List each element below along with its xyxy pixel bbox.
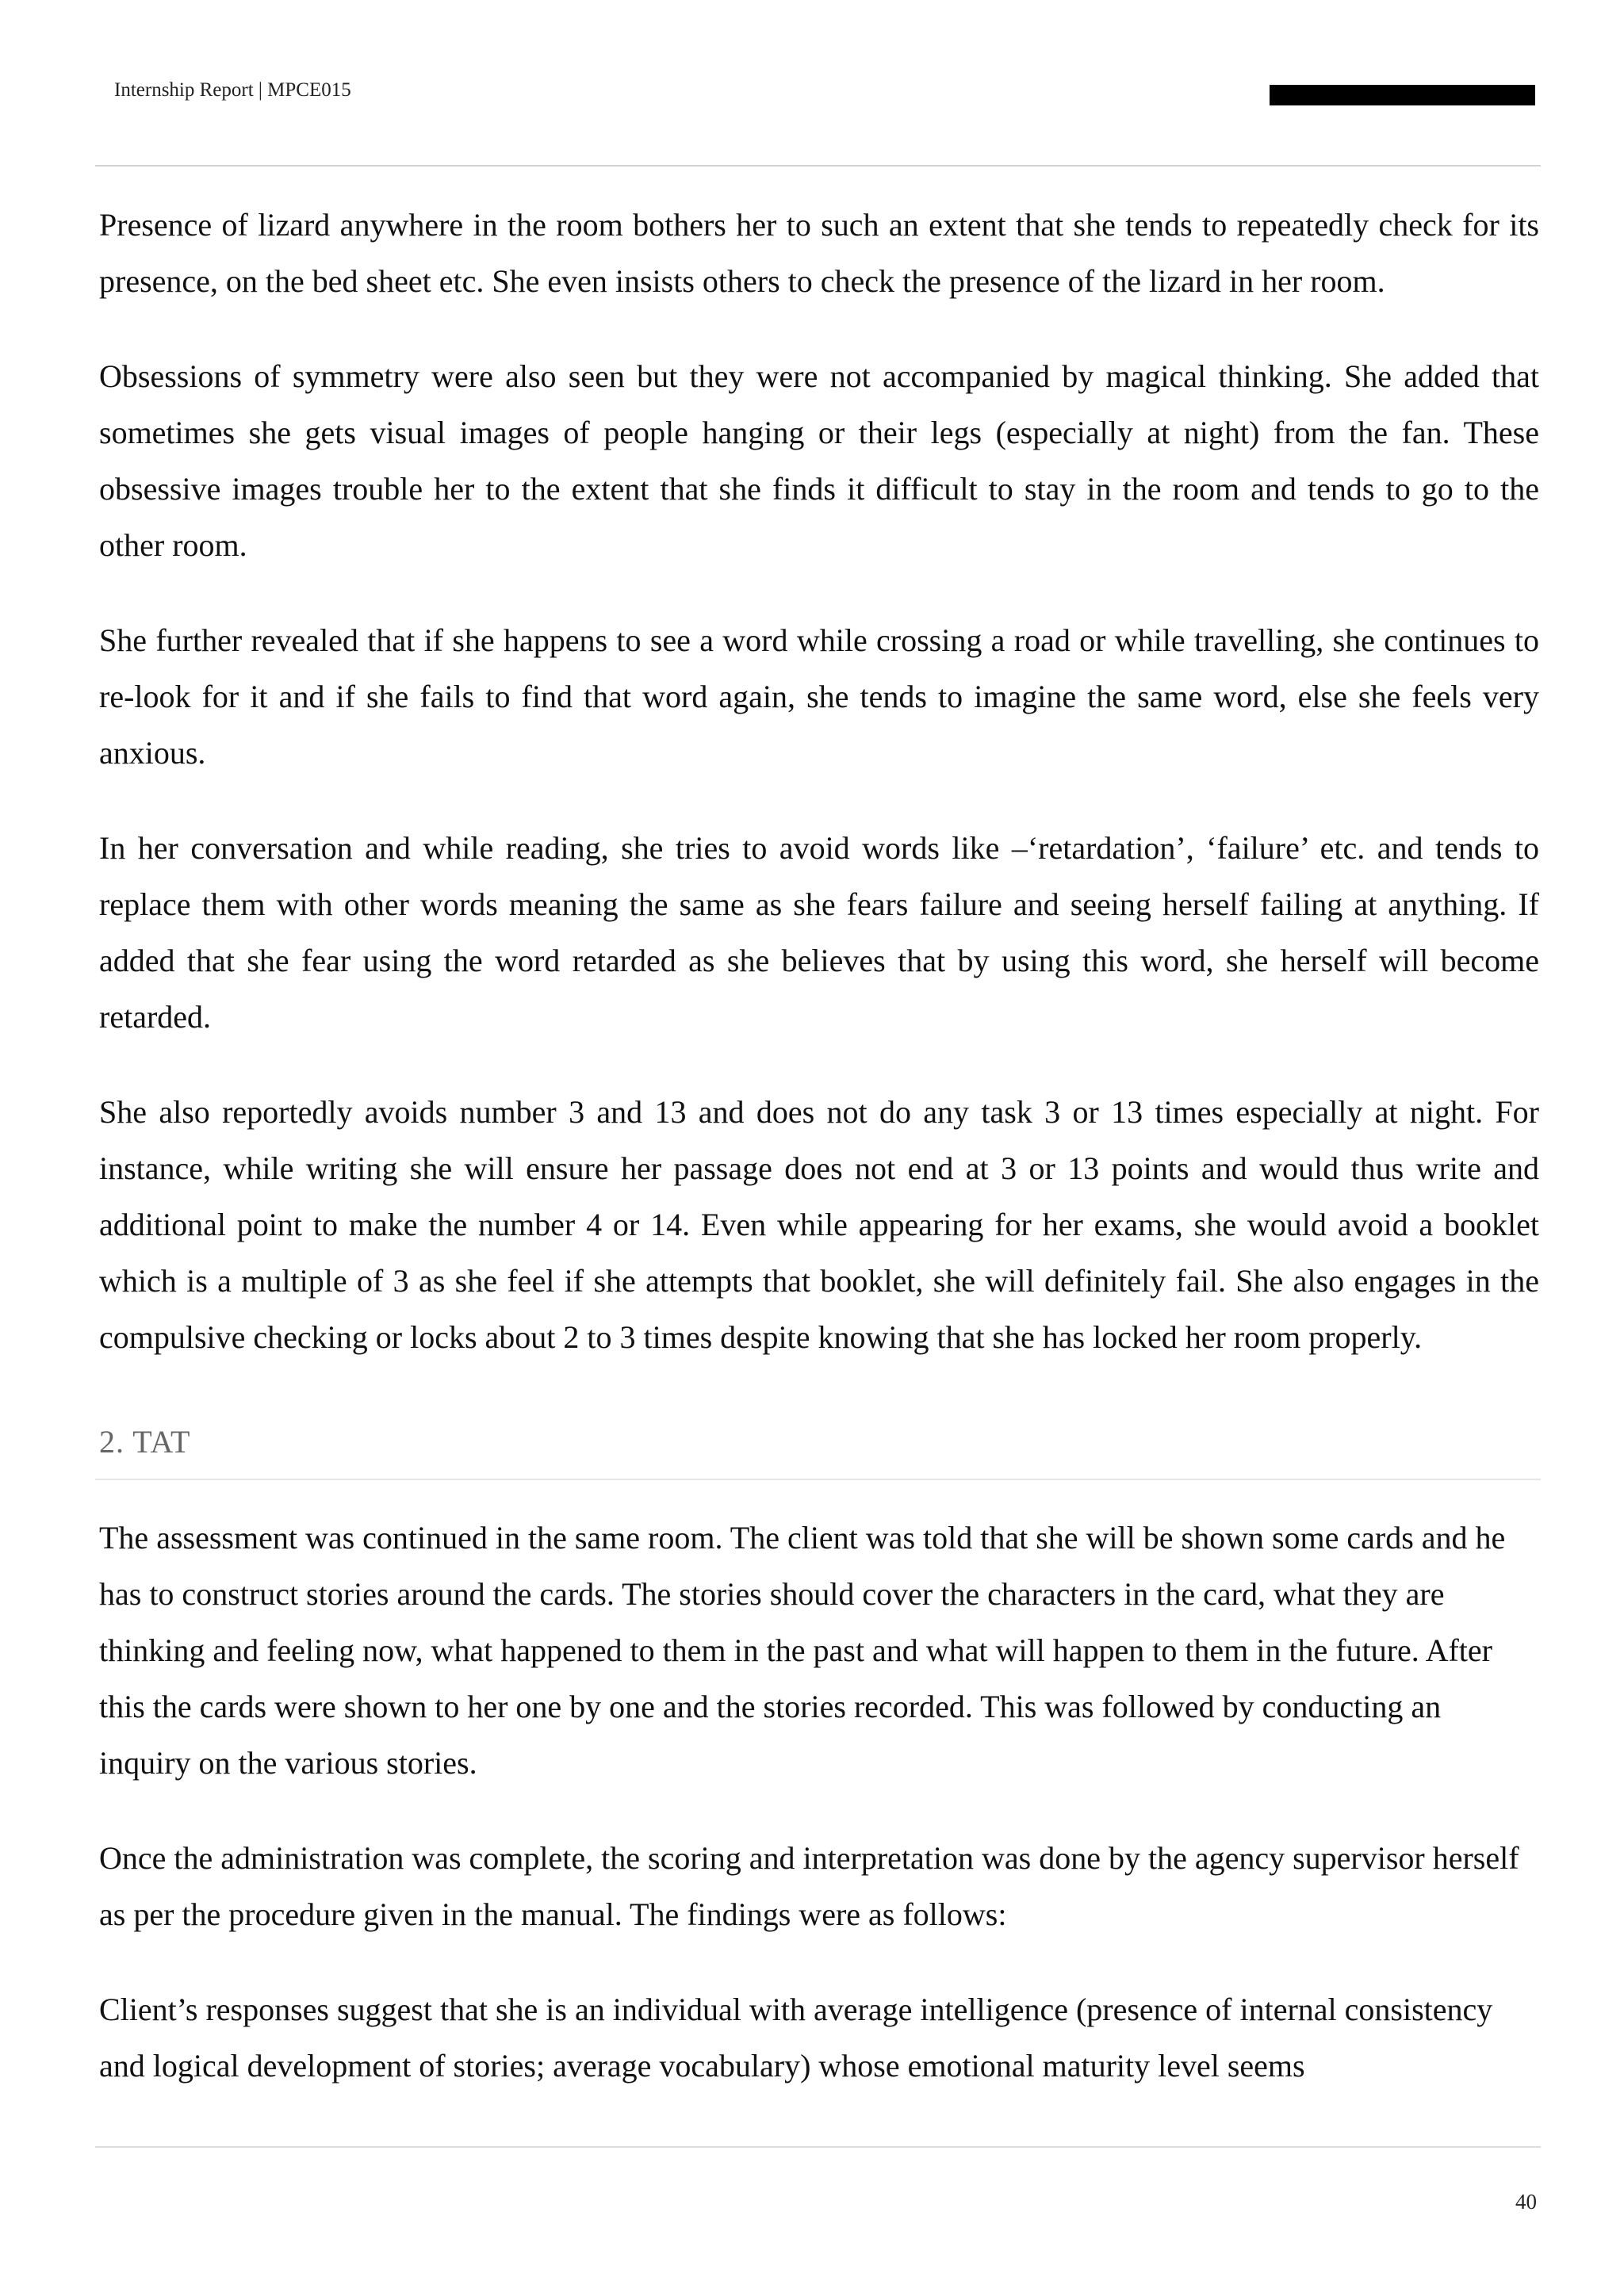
paragraph-tat-scoring: Once the administration was complete, the scoring and interpretation was done by the agency supervisor herself as per the procedure given in the manual. The findings were as follows: xyxy=(99,1840,1519,1932)
paragraph-tat-findings: Client’s responses suggest that she is an individual with average intelligence (presence of internal consistency and logical development of stories; average vocabulary) whose emotional maturity level seems xyxy=(99,1992,1493,2084)
paragraph-number-avoidance: She also reportedly avoids number 3 and 13 and does not do any task 3 or 13 times especially at night. For instance, while writing she will ensure her passage does not end at 3 or 13 points and would thus write and additional point to make the number 4 or 14. Even while appearing for her exams, she would avoid a booklet which is a multiple of 3 as she feel if she attempts that booklet, she will definitely fail. She also engages in the compulsive checking or locks about 2 to 3 times despite knowing that she has locked her room properly. xyxy=(99,1094,1539,1355)
paragraph-symmetry: Obsessions of symmetry were also seen but they were not accompanied by magical thinking. She added that sometimes she gets visual images of people hanging or their legs (especially at night) from the fan. These obsessive images trouble her to the extent that she finds it difficult to stay in the room and tends to go to the other room. xyxy=(99,358,1539,563)
page-number: 40 xyxy=(1515,2190,1537,2214)
running-header-title: Internship Report | MPCE015 xyxy=(114,79,351,101)
section-2-body xyxy=(99,1510,1539,2094)
paragraph-tat-administration: The assessment was continued in the same room. The client was told that she will be shown some cards and he has to construct stories around the cards. The stories should cover the characters in the card, what they are thinking and feeling now, what happened to them in the past and what will happen to them in the future. After this the cards were shown to her one by one and the stories recorded. This was followed by conducting an inquiry on the various stories. xyxy=(99,1520,1506,1781)
section-heading-tat: 2. TAT xyxy=(99,1424,191,1460)
footer-divider xyxy=(95,2146,1541,2148)
paragraph-lizard: Presence of lizard anywhere in the room bothers her to such an extent that she tends to repeatedly check for its presence, on the bed sheet etc. She even insists others to check the presence of the lizard in her room. xyxy=(99,207,1539,299)
header-redaction-bar xyxy=(1270,85,1535,105)
paragraph-word-relook: She further revealed that if she happens to see a word while crossing a road or while travelling, she continues to re-look for it and if she fails to find that word again, she tends to imagine the same word, else she feels very anxious. xyxy=(99,622,1539,771)
paragraph-word-avoidance: In her conversation and while reading, she tries to avoid words like –‘retardation’, ‘failure’ etc. and tends to replace them with other words meaning the same as she fears failure and seeing herself failing at anything. If added that she fear using the word retarded as she believes that by using this word, she herself will become retarded. xyxy=(99,830,1539,1035)
header-divider xyxy=(95,165,1541,166)
section-1-body xyxy=(99,197,1539,1365)
section-heading-divider xyxy=(95,1479,1541,1480)
